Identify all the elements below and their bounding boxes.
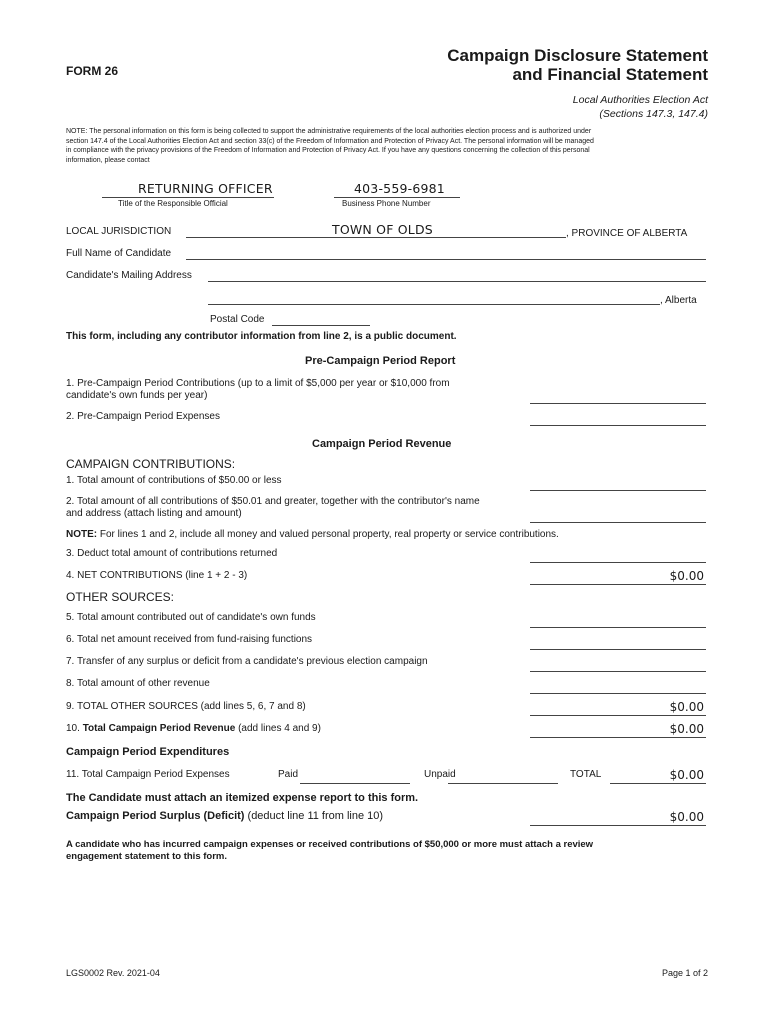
official-title-label: Title of the Responsible Official [118, 199, 228, 208]
form-code: LGS0002 Rev. 2021-04 [66, 968, 160, 978]
revenue-line-6: 6. Total net amount received from fund-raising functions [66, 634, 313, 645]
surplus-suffix: (deduct line 11 from line 10) [244, 810, 384, 822]
note-label: NOTE: [66, 529, 98, 540]
act-name: Local Authorities Election Act [572, 94, 708, 106]
revenue-line-3-field[interactable] [530, 562, 706, 563]
revenue-line-5: 5. Total amount contributed out of candidate's own funds [66, 612, 316, 623]
contributions-note [66, 529, 559, 540]
review-notice-line1: A candidate who has incurred campaign expenses or received contributions of $50,000 or more must attach a review [66, 839, 594, 850]
revenue-line-3: 3. Deduct total amount of contributions returned [66, 548, 278, 559]
business-phone[interactable]: 403-559-6981 [354, 181, 445, 196]
revenue-line-2a: 2. Total amount of all contributions of $50.01 and greater, together with the contributor's name [66, 496, 480, 507]
total-other-sources-value: $0.00 [669, 700, 704, 714]
pre-campaign-heading: Pre-Campaign Period Report [305, 355, 456, 367]
privacy-note-line3: in compliance with the privacy provisions of the Freedom of Information and Protection of Privacy Act. If you have any questions concerning the collection of this personal [66, 147, 590, 154]
line10-bold: Total Campaign Period Revenue [82, 723, 236, 734]
local-jurisdiction-label: LOCAL JURISDICTION [66, 226, 172, 237]
mailing-address-line-2[interactable] [208, 304, 660, 305]
total-label: TOTAL [570, 769, 602, 780]
mailing-address-line-1[interactable] [208, 281, 706, 282]
itemized-report-notice: The Candidate must attach an itemized expense report to this form. [66, 792, 419, 804]
revenue-line-1-field[interactable] [530, 490, 706, 491]
phone-label: Business Phone Number [342, 199, 431, 208]
form-title-line1: Campaign Disclosure Statement [447, 46, 708, 65]
review-engagement-notice [66, 839, 593, 863]
revenue-line-5-field[interactable] [530, 627, 706, 628]
surplus-bold: Campaign Period Surplus (Deficit) [66, 810, 245, 822]
revenue-line-8: 8. Total amount of other revenue [66, 678, 210, 689]
jurisdiction-line [186, 237, 566, 238]
act-reference [573, 93, 708, 121]
pre-campaign-line-2: 2. Pre-Campaign Period Expenses [66, 411, 220, 422]
province-suffix: , PROVINCE OF ALBERTA [566, 228, 688, 239]
privacy-note-line4: information, please contact [66, 156, 150, 164]
official-title-line [102, 197, 274, 198]
local-jurisdiction-value[interactable]: TOWN OF OLDS [332, 222, 433, 237]
surplus-deficit-field [530, 825, 706, 826]
pre-campaign-expenses-field[interactable] [530, 425, 706, 426]
phone-line [334, 197, 460, 198]
review-notice-line2: engagement statement to this form. [66, 851, 227, 862]
paid-label: Paid [278, 769, 299, 780]
form-title-line2: and Financial Statement [512, 65, 708, 84]
revenue-line-6-field[interactable] [530, 649, 706, 650]
campaign-contributions-heading: CAMPAIGN CONTRIBUTIONS: [66, 457, 236, 471]
privacy-note-line1: NOTE: The personal information on this form is being collected to support the administrative requirements of the local authorities election process and is authorized under [66, 128, 592, 135]
public-document-notice: This form, including any contributor information from line 2, is a public document. [66, 331, 457, 342]
expenditures-line-11: 11. Total Campaign Period Expenses [66, 769, 230, 780]
surplus-deficit-line [66, 810, 383, 822]
mailing-address-label: Candidate's Mailing Address [66, 270, 192, 281]
total-expenses-field [610, 783, 706, 784]
note-text: For lines 1 and 2, include all money and valued personal property, real property or service contributions. [97, 529, 559, 540]
form-title [447, 46, 708, 84]
alberta-suffix: , Alberta [660, 295, 697, 306]
privacy-note-line2: section 147.4 of the Local Authorities Election Act and section 33(c) of the Freedom of Information and Protection of Privacy Act. The personal information will be managed [66, 137, 594, 145]
revenue-line-2b: and address (attach listing and amount) [66, 508, 242, 519]
revenue-line-9-field [530, 715, 706, 716]
revenue-heading: Campaign Period Revenue [312, 438, 452, 450]
pre-campaign-contributions-field[interactable] [530, 403, 706, 404]
privacy-note [66, 127, 594, 165]
revenue-line-9: 9. TOTAL OTHER SOURCES (add lines 5, 6, 7 and 8) [66, 701, 306, 712]
expenditures-heading: Campaign Period Expenditures [66, 746, 230, 758]
revenue-line-10-field [530, 737, 706, 738]
revenue-line-8-field[interactable] [530, 693, 706, 694]
revenue-line-1: 1. Total amount of contributions of $50.00 or less [66, 475, 282, 486]
revenue-line-10 [66, 723, 321, 734]
form-number: FORM 26 [66, 64, 119, 78]
other-sources-heading: OTHER SOURCES: [66, 590, 175, 604]
candidate-name-line[interactable] [186, 259, 706, 260]
pre-campaign-line-1a: 1. Pre-Campaign Period Contributions (up to a limit of $5,000 per year or $10,000 from [66, 378, 450, 389]
total-revenue-value: $0.00 [669, 722, 704, 736]
revenue-line-2-field[interactable] [530, 522, 706, 523]
revenue-line-7-field[interactable] [530, 671, 706, 672]
page-number: Page 1 of 2 [661, 968, 708, 978]
responsible-official-title[interactable]: RETURNING OFFICER [138, 181, 273, 196]
revenue-line-4-field [530, 584, 706, 585]
unpaid-label: Unpaid [424, 769, 456, 780]
surplus-deficit-value: $0.00 [669, 810, 704, 824]
postal-code-line[interactable] [272, 325, 370, 326]
postal-code-label: Postal Code [210, 314, 265, 325]
paid-field[interactable] [300, 783, 410, 784]
line10-suffix: (add lines 4 and 9) [235, 723, 321, 734]
pre-campaign-line-1b: candidate's own funds per year) [66, 390, 208, 401]
revenue-line-4: 4. NET CONTRIBUTIONS (line 1 + 2 - 3) [66, 570, 248, 581]
revenue-line-7: 7. Transfer of any surplus or deficit from a candidate's previous election campaign [66, 656, 428, 667]
unpaid-field[interactable] [448, 783, 558, 784]
candidate-name-label: Full Name of Candidate [66, 248, 172, 259]
act-sections: (Sections 147.3, 147.4) [599, 108, 708, 120]
line10-prefix: 10. [66, 723, 83, 734]
net-contributions-value: $0.00 [669, 569, 704, 583]
total-expenses-value: $0.00 [669, 768, 704, 782]
